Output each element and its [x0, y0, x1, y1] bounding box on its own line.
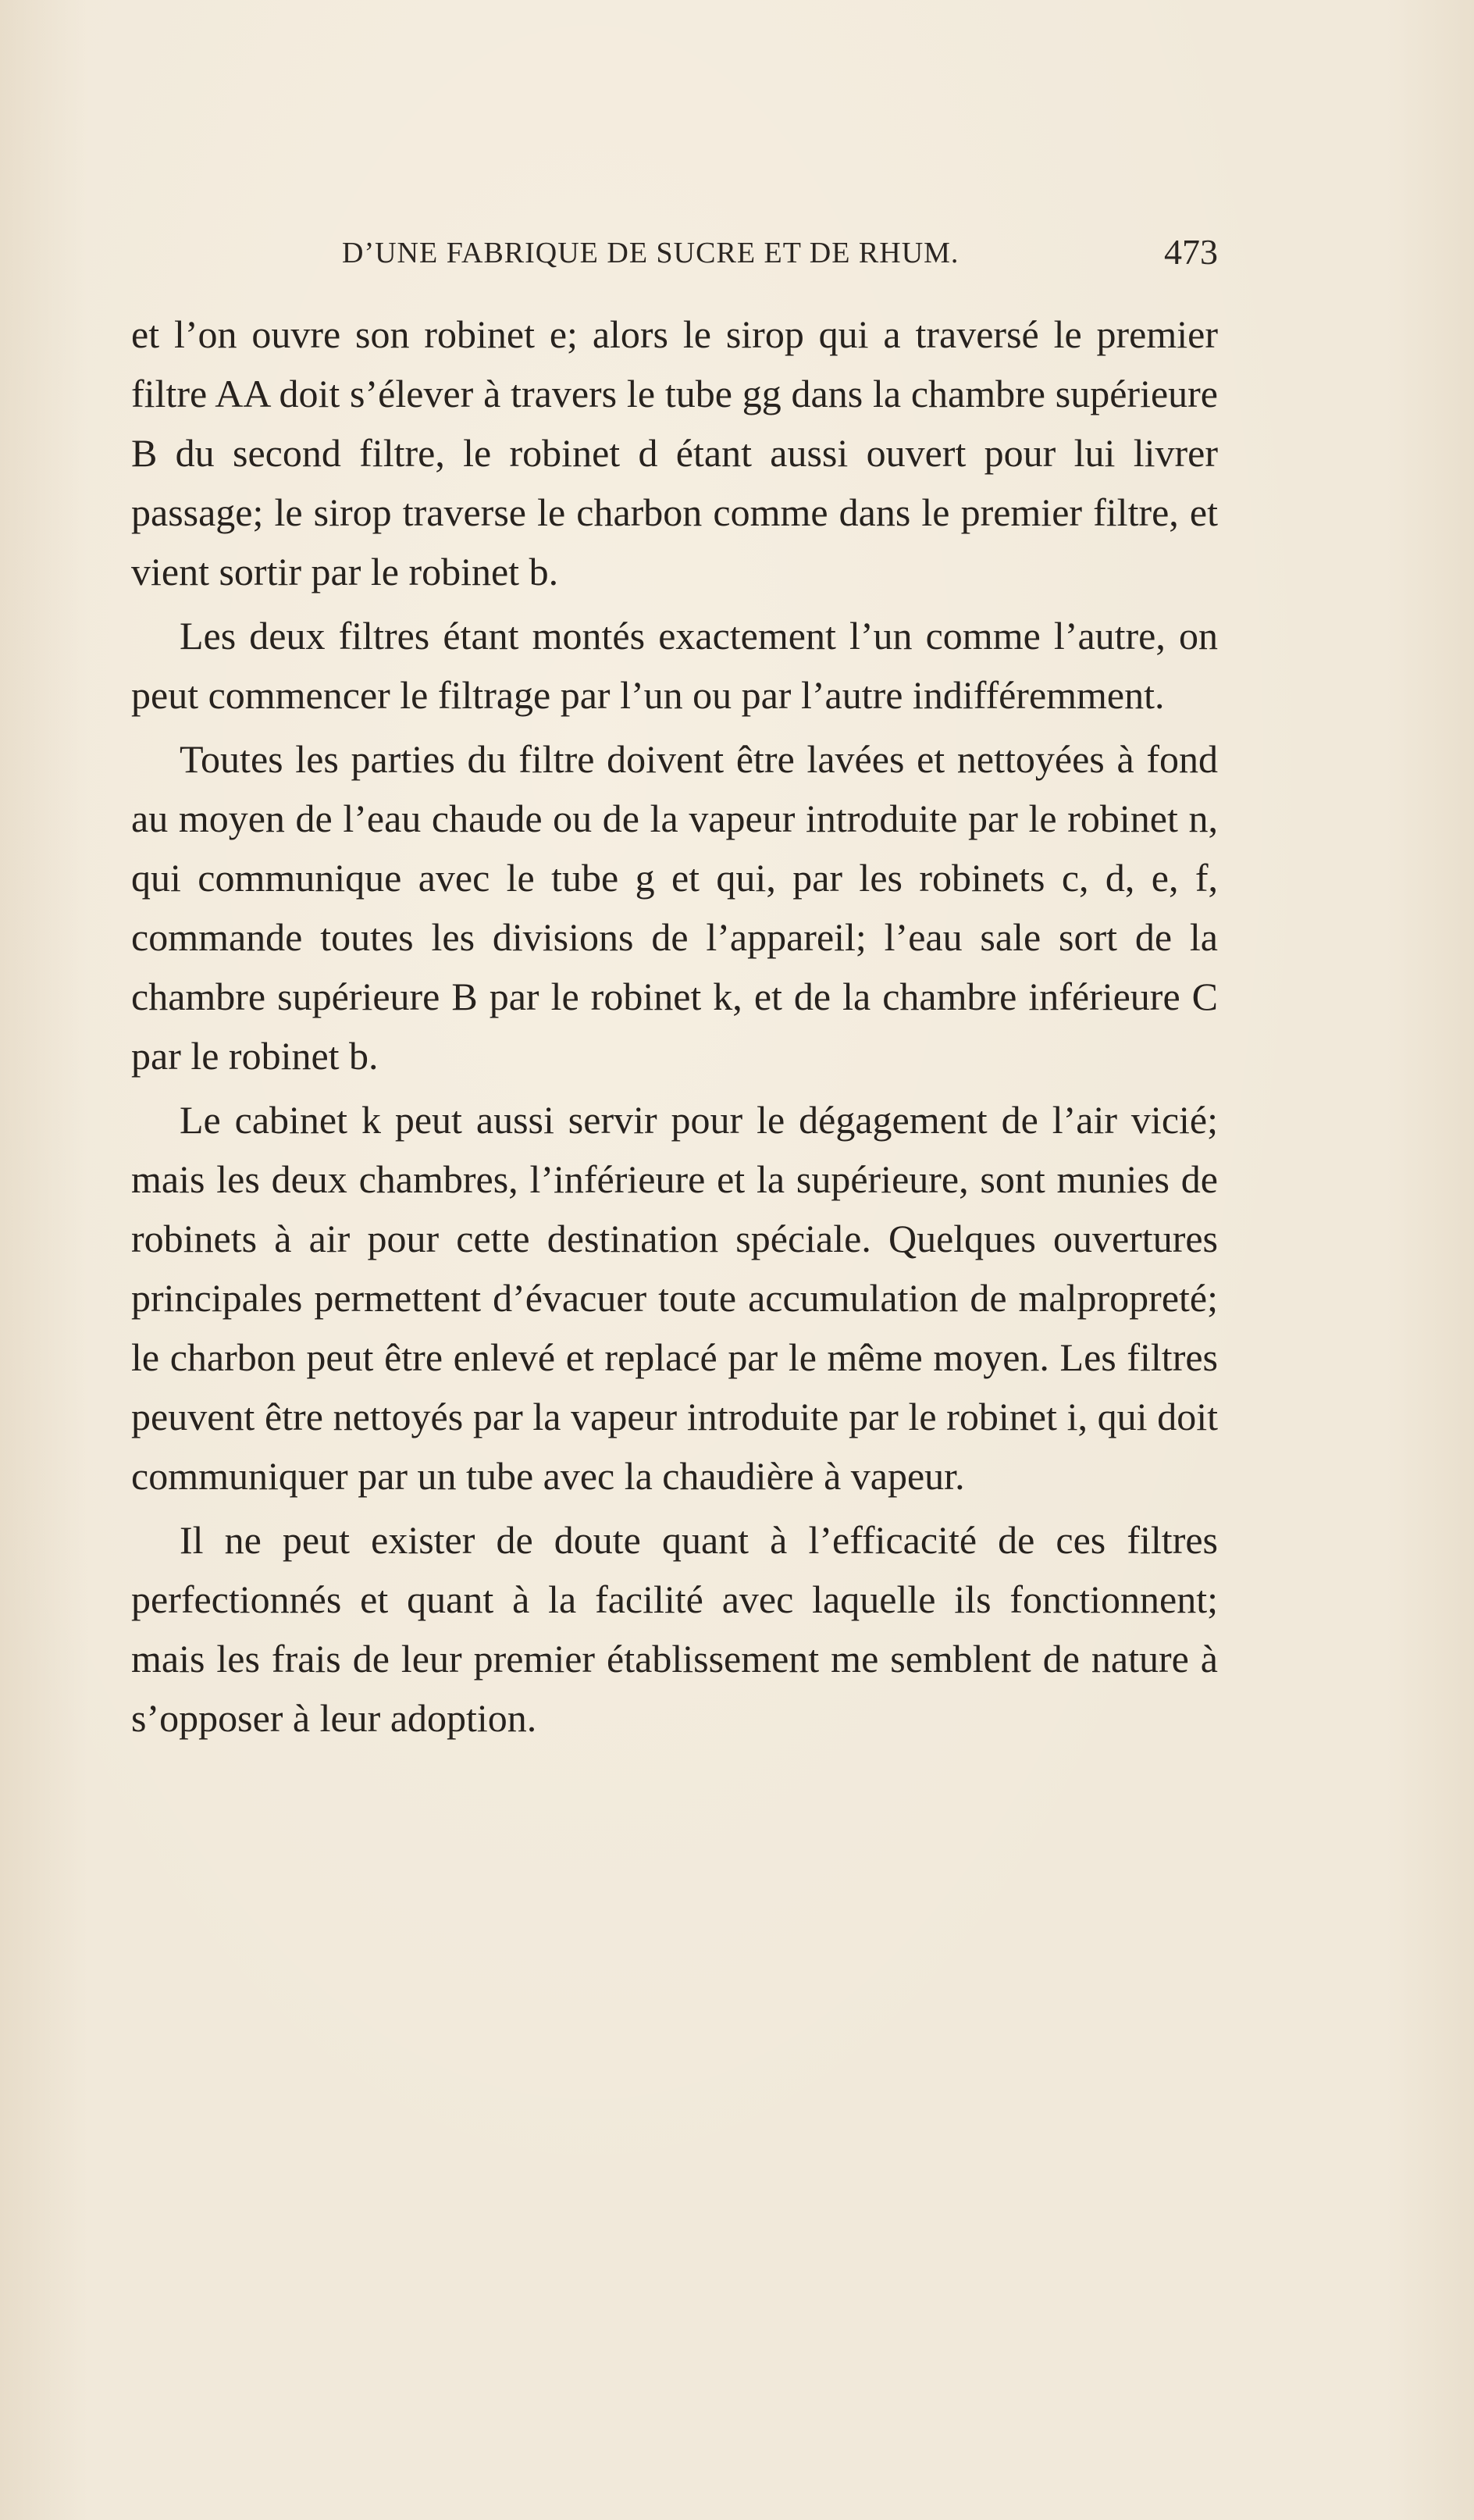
paragraph-1: et l’on ouvre son robinet e; alors le sirop qui a traversé le premier filtre AA doit s’élever à travers le tube gg dans la chambre supérieure B du second filtre, le robinet d étant aussi ouvert pour lui livrer passage; le sirop traverse le charbon comme dans le premier filtre, et vient sortir par le robinet b. [131, 312, 1218, 593]
paragraph-5: Il ne peut exister de doute quant à l’efficacité de ces filtres perfectionnés et quant à la facilité avec laquelle ils fonctionnent; mais les frais de leur premier établissement me semblent de nature à s’opposer à leur adoption. [131, 1518, 1218, 1740]
body-text [131, 305, 1218, 1748]
running-head: D’UNE FABRIQUE DE SUCRE ET DE RHUM. [342, 237, 960, 269]
paragraph-4: Le cabinet k peut aussi servir pour le dégagement de l’air vicié; mais les deux chambres, l’inférieure et la supérieure, sont munies de robinets à air pour cette destination spéciale. Quelques ouvertures principales permettent d’évacuer toute accumulation de malpropreté; le charbon peut être enlevé et replacé par le même moyen. Les filtres peuvent être nettoyés par la vapeur introduite par le robinet i, qui doit communiquer par un tube avec la chaudière à vapeur. [131, 1098, 1218, 1498]
page-number: 473 [1164, 232, 1218, 272]
page-header [131, 232, 1218, 283]
paragraph-2: Les deux filtres étant montés exactement l’un comme l’autre, on peut commencer le filtrage par l’un ou par l’autre indifféremment. [131, 614, 1218, 717]
paragraph-3: Toutes les parties du filtre doivent être lavées et nettoyées à fond au moyen de l’eau chaude ou de la vapeur introduite par le robinet n, qui communique avec le tube g et qui, par les robinets c, d, e, f, commande toutes les divisions de l’appareil; l’eau sale sort de la chambre supérieure B par le robinet k, et de la chambre inférieure C par le robinet b. [131, 737, 1218, 1078]
